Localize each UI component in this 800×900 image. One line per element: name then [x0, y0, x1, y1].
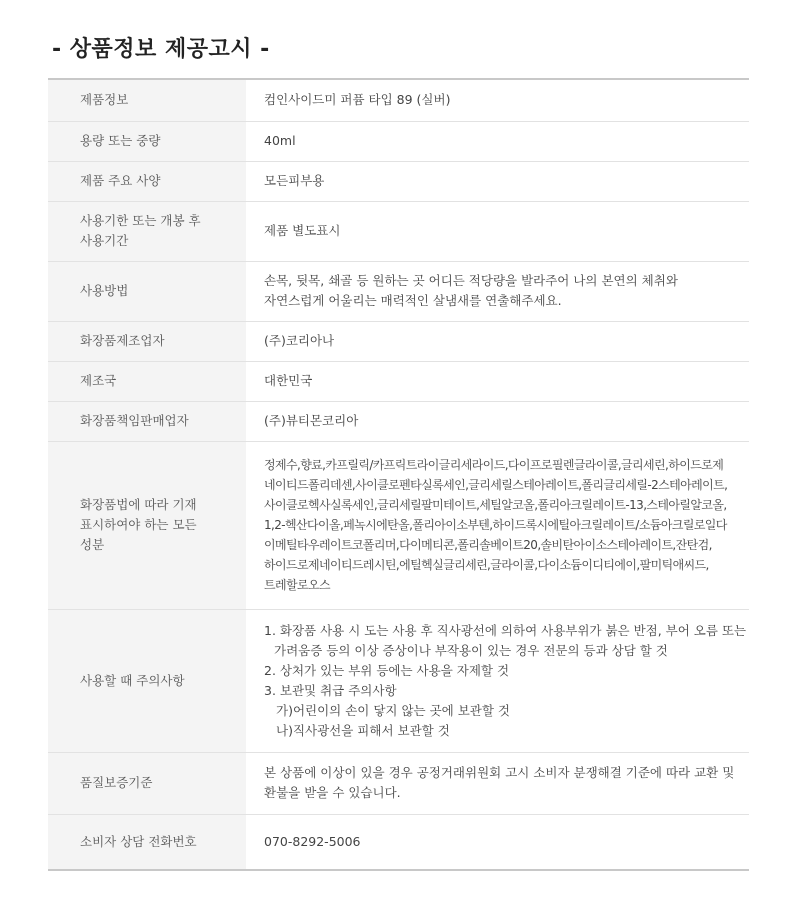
row-label: 사용할 때 주의사항 [48, 609, 246, 752]
table-row [48, 321, 749, 361]
table-row [48, 161, 749, 201]
row-label: 화장품책임판매업자 [48, 401, 246, 441]
row-label: 제품정보 [48, 79, 246, 121]
row-label: 제품 주요 사양 [48, 161, 246, 201]
row-value: 대한민국 [246, 361, 749, 401]
row-label: 화장품법에 따라 기재 표시하여야 하는 모든 성분 [48, 441, 246, 609]
table-row [48, 121, 749, 161]
table-row [48, 401, 749, 441]
row-value: 40ml [246, 121, 749, 161]
table-row [48, 609, 749, 752]
row-label: 화장품제조업자 [48, 321, 246, 361]
row-label: 소비자 상담 전화번호 [48, 814, 246, 870]
row-value: 손목, 뒷목, 쇄골 등 원하는 곳 어디든 적당량을 발라주어 나의 본연의 체취와 자연스럽게 어울리는 매력적인 살냄새를 연출해주세요. [246, 261, 749, 321]
table-row [48, 752, 749, 814]
row-value: 본 상품에 이상이 있을 경우 공정거래위원회 고시 소비자 분쟁해결 기준에 따라 교환 및 환불을 받을 수 있습니다. [246, 752, 749, 814]
table-row [48, 79, 749, 121]
row-value: 컴인사이드미 퍼퓸 타입 89 (실버) [246, 79, 749, 121]
table-row [48, 814, 749, 870]
row-value: 정제수,향료,카프릴릭/카프릭트라이글리세라이드,다이프로필렌글라이콜,글리세린,하이드로제 네이티드폴리데센,사이클로펜타실록세인,글리세릴스테아레이트,폴리글리세릴-2스테아레이트, 사이클로헥사실록세인,글리세릴팔미테이트,세틸알코올,폴리아크릴레이트-13,스테아릴알코올, 1,2-헥산다이올,페녹시에탄올,폴리아이소부텐,하이드록시에틸아크릴레이트/소듐아크릴로일다 이메틸타우레이트코폴리머,다이메티콘,폴리솔베이트20,솔비탄아이소스테아레이트,잔탄검, 하이드로제네이티드레시틴,에틸헥실글리세린,글라이콜,다이소듐이디티에이,팔미틱애씨드, 트레할로오스 [246, 441, 749, 609]
section-title: - 상품정보 제공고시 - [52, 37, 270, 62]
row-value: 070-8292-5006 [264, 833, 361, 849]
row-value: 제품 별도표시 [246, 201, 749, 261]
product-info-table [48, 78, 749, 871]
row-label: 용량 또는 중량 [48, 121, 246, 161]
row-label: 사용방법 [48, 261, 246, 321]
table-row [48, 261, 749, 321]
table-row [48, 441, 749, 609]
table-row [48, 201, 749, 261]
row-label: 품질보증기준 [48, 752, 246, 814]
row-label: 사용기한 또는 개봉 후 사용기간 [48, 201, 246, 261]
row-value: (주)코리아나 [246, 321, 749, 361]
row-value: 모든피부용 [246, 161, 749, 201]
row-value: 1. 화장품 사용 시 도는 사용 후 직사광선에 의하여 사용부위가 붉은 반점, 부어 오름 또는 가려움증 등의 이상 증상이나 부작용이 있는 경우 전문의 등과 상담 할 것 2. 상처가 있는 부위 등에는 사용을 자제할 것 3. 보관및 취급 주의사항 가)어린이의 손이 닿지 않는 곳에 보관할 것 나)직사광선을 피해서 보관할 것 [246, 609, 749, 752]
row-value: (주)뷰티몬코리아 [246, 401, 749, 441]
table-row [48, 361, 749, 401]
row-label: 제조국 [48, 361, 246, 401]
